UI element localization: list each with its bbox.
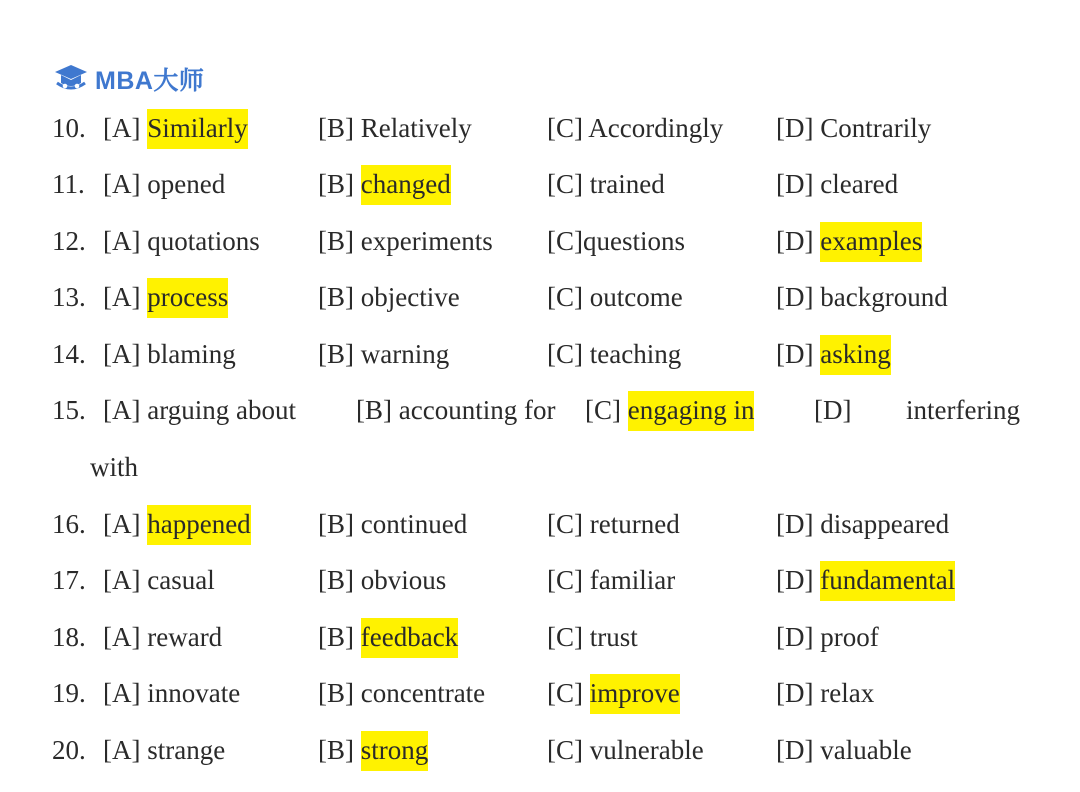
option-c — [547, 273, 683, 321]
option-letter: [B] — [318, 509, 354, 539]
option-word: objective — [360, 282, 460, 312]
option-word: questions — [583, 226, 686, 256]
question-row — [0, 669, 1080, 717]
option-letter: [C] — [547, 509, 583, 539]
option-d — [776, 273, 948, 321]
option-word: Accordingly — [588, 113, 724, 143]
option-letter: [A] — [103, 622, 141, 652]
option-b — [318, 726, 428, 774]
option-d — [776, 160, 898, 208]
option-word-highlighted: asking — [820, 335, 891, 375]
option-a — [103, 669, 240, 717]
option-word: reward — [147, 622, 223, 652]
option-word: background — [820, 282, 948, 312]
option-d — [814, 386, 851, 434]
option-letter: [C] — [547, 565, 583, 595]
option-c — [547, 669, 680, 717]
option-a — [103, 160, 225, 208]
option-letter: [D] — [814, 395, 852, 425]
option-letter: [D] — [776, 169, 814, 199]
question-row — [0, 386, 1080, 434]
option-word-highlighted: feedback — [361, 618, 458, 658]
option-b — [318, 160, 451, 208]
option-letter: [D] — [776, 622, 814, 652]
option-a — [103, 330, 236, 378]
option-word-highlighted: strong — [361, 731, 429, 771]
option-a — [103, 386, 296, 434]
option-d — [776, 556, 955, 604]
option-letter: [B] — [318, 169, 354, 199]
option-word: disappeared — [820, 509, 950, 539]
option-b — [318, 217, 493, 265]
option-letter: [A] — [103, 678, 141, 708]
option-letter: [A] — [103, 565, 141, 595]
option-word: relax — [820, 678, 875, 708]
option-word: trust — [589, 622, 638, 652]
option-letter: [B] — [318, 622, 354, 652]
option-word-highlighted: changed — [361, 165, 451, 205]
question-row — [0, 556, 1080, 604]
option-a — [103, 613, 222, 661]
option-letter: [B] — [318, 565, 354, 595]
option-letter: [C] — [547, 735, 583, 765]
question-row — [0, 500, 1080, 548]
option-word: innovate — [147, 678, 241, 708]
question-number: 15. — [52, 395, 86, 425]
option-word: proof — [820, 622, 879, 652]
option-letter: [A] — [103, 395, 141, 425]
option-b — [318, 500, 467, 548]
option-word: cleared — [820, 169, 899, 199]
option-word: continued — [360, 509, 468, 539]
option-word: Contrarily — [820, 113, 932, 143]
option-c — [547, 104, 723, 152]
question-row — [0, 273, 1080, 321]
option-word: quotations — [147, 226, 260, 256]
question-number: 13. — [52, 282, 86, 312]
option-d — [776, 330, 891, 378]
option-letter: [A] — [103, 169, 141, 199]
option-word-highlighted: examples — [820, 222, 922, 262]
option-letter: [D] — [776, 735, 814, 765]
option-letter: [D] — [776, 678, 814, 708]
option-word: blaming — [147, 339, 236, 369]
option-c — [585, 386, 754, 434]
option-b — [318, 273, 460, 321]
option-letter: [D] — [776, 113, 814, 143]
option-a — [103, 556, 215, 604]
option-letter: [B] — [318, 282, 354, 312]
question-row — [0, 330, 1080, 378]
option-a — [103, 500, 251, 548]
option-word: casual — [147, 565, 215, 595]
option-letter: [D] — [776, 509, 814, 539]
question-number: 12. — [52, 226, 86, 256]
option-c — [547, 500, 680, 548]
option-d — [776, 613, 879, 661]
question-number: 19. — [52, 678, 86, 708]
option-b — [318, 330, 449, 378]
question-number: 14. — [52, 339, 86, 369]
option-letter: [C] — [547, 226, 583, 256]
option-d — [776, 217, 922, 265]
option-letter: [A] — [103, 735, 141, 765]
option-word-highlighted: happened — [147, 505, 250, 545]
option-letter: [C] — [547, 282, 583, 312]
option-word: arguing about — [147, 395, 296, 425]
option-word-highlighted: process — [147, 278, 228, 318]
option-letter: [C] — [547, 622, 583, 652]
option-letter: [A] — [103, 113, 141, 143]
option-b — [318, 104, 472, 152]
option-a — [103, 726, 225, 774]
option-word: vulnerable — [589, 735, 704, 765]
option-d — [776, 669, 874, 717]
option-b — [318, 669, 485, 717]
option-letter: [B] — [318, 735, 354, 765]
option-c — [547, 613, 638, 661]
option-letter: [A] — [103, 226, 141, 256]
option-letter: [A] — [103, 339, 141, 369]
option-a — [103, 273, 228, 321]
option-letter: [D] — [776, 282, 814, 312]
option-word: Relatively — [360, 113, 472, 143]
option-d — [776, 104, 931, 152]
option-letter: [C] — [547, 678, 583, 708]
option-c — [547, 217, 685, 265]
option-word: outcome — [589, 282, 683, 312]
option-word-highlighted: fundamental — [820, 561, 955, 601]
question-number: 16. — [52, 509, 86, 539]
option-b — [318, 613, 458, 661]
option-letter: [D] — [776, 226, 814, 256]
question-row — [0, 104, 1080, 152]
question-number: 10. — [52, 113, 86, 143]
question-continuation: with — [90, 452, 139, 482]
question-row — [0, 726, 1080, 774]
option-word: teaching — [589, 339, 682, 369]
option-word: experiments — [360, 226, 493, 256]
option-word: accounting for — [398, 395, 556, 425]
option-word: concentrate — [360, 678, 486, 708]
option-letter: [B] — [318, 339, 354, 369]
option-word: obvious — [360, 565, 447, 595]
question-row — [0, 217, 1080, 265]
option-c — [547, 330, 681, 378]
option-b — [356, 386, 555, 434]
option-a — [103, 217, 260, 265]
option-word: trained — [589, 169, 665, 199]
brand-name: MBA大师 — [95, 67, 205, 95]
question-number: 11. — [52, 169, 85, 199]
option-word: familiar — [589, 565, 676, 595]
question-number: 17. — [52, 565, 86, 595]
option-letter: [B] — [318, 226, 354, 256]
option-c — [547, 160, 665, 208]
option-word-highlighted: improve — [590, 674, 680, 714]
question-row — [0, 160, 1080, 208]
option-letter: [C] — [585, 395, 621, 425]
option-letter: [D] — [776, 565, 814, 595]
option-d — [776, 726, 912, 774]
question-number: 18. — [52, 622, 86, 652]
option-letter: [A] — [103, 282, 141, 312]
option-word-highlighted: engaging in — [628, 391, 755, 431]
option-letter: [B] — [356, 395, 392, 425]
option-c — [547, 726, 704, 774]
option-a — [103, 104, 248, 152]
question-number: 20. — [52, 735, 86, 765]
option-letter: [B] — [318, 113, 354, 143]
option-word-highlighted: Similarly — [147, 109, 248, 149]
option-word: strange — [147, 735, 226, 765]
option-letter: [C] — [547, 113, 583, 143]
option-letter: [D] — [776, 339, 814, 369]
option-letter: [B] — [318, 678, 354, 708]
option-word: valuable — [820, 735, 912, 765]
option-b — [318, 556, 446, 604]
option-word: interfering — [906, 395, 1020, 425]
option-c — [547, 556, 675, 604]
option-letter: [C] — [547, 169, 583, 199]
option-word: warning — [360, 339, 450, 369]
option-letter: [C] — [547, 339, 583, 369]
option-word: opened — [147, 169, 226, 199]
option-word: returned — [589, 509, 680, 539]
option-letter: [A] — [103, 509, 141, 539]
question-row — [0, 613, 1080, 661]
option-d — [776, 500, 949, 548]
